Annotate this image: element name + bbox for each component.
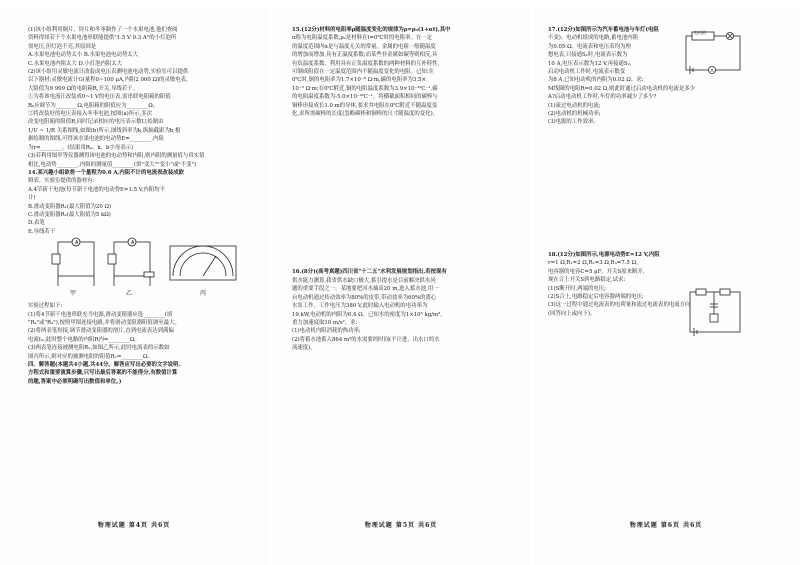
text-line: 铜棒串接成长1.0 m的导体,要求其电阻在0℃附近不随温度变 bbox=[292, 102, 438, 109]
text-line: 据绘制的图线,可得该水果电池的电动势E=________,内阻 bbox=[28, 136, 164, 143]
circuit-diagrams bbox=[48, 236, 248, 300]
exam-page-6 bbox=[534, 8, 798, 565]
text-line: (1)S断开时,两端的电压; bbox=[548, 285, 606, 292]
text-line: (2)S合上,电路稳定后电容器两端的电压; bbox=[548, 293, 644, 300]
text-line: (2)将蓄水池蓄入864 m³的水需要的时间(不计进、出水口的水 bbox=[292, 336, 440, 343]
text-line: 方程式和重要演算步骤,只写出最后答案的不能得分,有数值计算 bbox=[28, 370, 178, 377]
text-line: C.水果电池内阻太大 D.小灯泡内阻太大 bbox=[28, 60, 123, 67]
question-15-title: 15.(12分)材料的电阻率ρ随温度变化的规律为ρ=ρ₀(1+αt),其中 bbox=[292, 27, 451, 33]
question-17-title: 17.(12分)如图所示为汽车蓄电池与车灯(电阻 bbox=[548, 27, 659, 33]
text-line: 1/U ~ 1/R 关系图线,如图(b)所示,图线斜率为k,纵轴截距为b,根 bbox=[28, 127, 181, 134]
text-line: E.导线若干 bbox=[28, 228, 56, 235]
text-line: 为0.05 Ω。电流表和电压表均为理 bbox=[548, 43, 631, 50]
text-line: 水泵工作。工作电压为380 V,此时输入电动机的电功率为 bbox=[292, 303, 428, 310]
text-line: r=1 Ω,R₁=2 Ω,R₂=3 Ω,R₃=7.5 Ω, bbox=[548, 260, 638, 267]
text-line: (1)电动机内阻消耗的热功率; bbox=[292, 328, 361, 335]
text-line: 10 A,电压表示数为12 V,再接通S₂, bbox=[548, 60, 632, 67]
text-line: 为8 A,已知电动机的内阻为0.02 Ω。求: bbox=[548, 77, 644, 84]
text-line: (2)该小组用灵敏电流计改装成电压表测电池电动势,实验室可以提供 bbox=[28, 69, 189, 76]
text-line: ②将改装好的电压表接入冬枣电池,按图(a)所示,多次 bbox=[28, 111, 153, 118]
text-line: 可制成阻值在一定温度范围内不随温度变化的电阻。已知:在 bbox=[292, 69, 434, 76]
text-line: R₀应调节为________Ω,电阻箱的阻值应为________Ω。 bbox=[28, 102, 159, 109]
svg-text:A: A bbox=[75, 240, 79, 247]
text-line: 现在合上开关S到电路稳定,试求: bbox=[548, 277, 626, 284]
page-5-text bbox=[292, 26, 524, 353]
text-line: 重力加速度取10 m/s²。求: bbox=[292, 319, 358, 326]
text-line: 的增加而增加,具有正温度系数;而某些非金属如碳等则相反,具 bbox=[292, 52, 438, 59]
text-line: 图丙所示,则对应的被测电阻的阻值Rₓ=________Ω。 bbox=[28, 353, 153, 360]
text-line: 启动电动机工作时,电流表示数变 bbox=[548, 69, 626, 76]
svg-text:A: A bbox=[131, 240, 135, 247]
exam-page-5 bbox=[272, 8, 530, 565]
text-line: 0℃时,铜的电阻率为1.7×10⁻⁸ Ω·m,碳的电阻率为3.5× bbox=[292, 77, 427, 84]
page-footer: 物理试题 第6页 共6页 bbox=[629, 522, 703, 529]
page-footer: 物理试题 第4页 共6页 bbox=[97, 522, 171, 529]
answer-space bbox=[548, 127, 792, 251]
text-line: α称为电阻温度系数,ρ₀是材料在t=0℃时的电阻率。在一定 bbox=[292, 35, 433, 42]
text-line: 供水能力测算,我省供水缺口极大,蓄引提水是目前解决供水问 bbox=[292, 277, 436, 284]
text-line: 的温度范围内α是与温度无关的常量。金属的电阻一般随温度 bbox=[292, 43, 436, 50]
text-line: 大阻值为9 999 Ω的电阻箱R,开关,导线若干。 bbox=[28, 85, 138, 92]
text-line: 的电阻温度系数为-5.0×10⁻⁴℃⁻¹。将横截面积相同的碳棒与 bbox=[292, 94, 438, 101]
question-18-title: 18.(12分)如图所示,电源电动势E=12 V,内阻 bbox=[548, 251, 660, 258]
circuit-figure-area bbox=[28, 236, 262, 302]
page-4-text bbox=[28, 26, 262, 386]
text-line: M线圈的电阻R=0.02 Ω,则此时通过启动电动机的电流是多少 bbox=[548, 85, 696, 92]
motor-label: 电动机 bbox=[694, 30, 706, 35]
answer-space bbox=[292, 118, 524, 268]
text-line: 姆表。实验室提供的器材有: bbox=[28, 178, 95, 185]
question-16-title: 16.(8分)(高考真题)四川省"十二五"水利发展规划指出,若按现有 bbox=[292, 269, 447, 276]
text-line: 电流Iₘ,此时整个电路的内阻R内=________Ω。 bbox=[28, 336, 140, 343]
text-line: D.表笔 bbox=[28, 220, 45, 227]
figure-label-bing: 丙 bbox=[200, 290, 207, 298]
figure-label-jia: 甲 bbox=[70, 290, 77, 298]
text-line: 计) bbox=[28, 195, 36, 202]
text-line: 的题,答案中必须明确写出数值和单位。) bbox=[28, 378, 122, 385]
text-line: (3)两表笔连接被测电阻Rₓ,如图乙所示,此时电流表的示数如 bbox=[28, 345, 170, 352]
section-title: 四、解答题(本题共4小题,共44分。解答应写出必要的文字说明、 bbox=[28, 362, 184, 368]
exam-page-4 bbox=[0, 8, 268, 565]
motor-circuit-figure bbox=[682, 30, 746, 78]
text-line: (3)若利用图甲等仪器测得该电池的电动势和内阻,则内阻的测量值与真实值 bbox=[28, 153, 205, 160]
text-line: (1)该小组利用铜片、锌片和冬枣制作了一个水果电池,他们查阅 bbox=[28, 27, 178, 33]
text-line: C.滑动变阻器R₂(最大阻值为5 kΩ) bbox=[28, 211, 111, 218]
text-line: 题的重要手段之一。某地要把河水抽高20 m,进入蓄水池,用一 bbox=[292, 286, 439, 293]
text-line: 为r=________。(结果用R₀、k、b字母表示) bbox=[28, 144, 134, 151]
text-line: 有负温度系数。利用具有正负温度系数的两种材料的互补特性, bbox=[292, 60, 440, 67]
motor-circuit-diagram bbox=[682, 30, 746, 78]
text-line: 改变电阻箱的阻值R,同时记录相应的电压表示数U,绘制由 bbox=[28, 119, 164, 126]
figure-label-yi: 乙 bbox=[126, 290, 133, 298]
text-line: 不变)、电动机组成的电路,蓄电池内阻 bbox=[548, 35, 639, 42]
page-6-text bbox=[548, 26, 792, 318]
text-line: 流速度)。 bbox=[292, 345, 316, 352]
text-line: 需电压,但灯泡不亮,其原因是 bbox=[28, 43, 97, 50]
text-line: 资料得知若干个水果电池串联能提供"1.5 V 0.3 A"的小灯泡所 bbox=[28, 35, 177, 42]
question-14-title: 14.某兴趣小组欲将一个量程为0.6 A,内阻不计的电流表改装成欧 bbox=[28, 169, 185, 176]
text-line: 台电动机通过传动效率为80%的皮带,带动效率为60%的离心 bbox=[292, 294, 437, 301]
page-footer: 物理试题 第5页 共6页 bbox=[364, 522, 438, 529]
text-line: (2)将两表笔短接,调节滑动变阻器的滑片,直到电流表达到满偏 bbox=[28, 328, 174, 335]
text-line: B.滑动变阻器R₁(最大阻值为20 Ω) bbox=[28, 203, 112, 210]
text-line: 实验过程如下: bbox=[28, 303, 63, 310]
text-line: (1)流过电动机的电流; bbox=[548, 102, 601, 109]
text-line: (回答向上或向下)。 bbox=[548, 310, 596, 317]
text-line: 10⁻⁵ Ω·m;在0℃附近,铜的电阻温度系数为3.9×10⁻³℃⁻¹,碳 bbox=[292, 85, 438, 92]
text-line: (2)电动机的机械功率; bbox=[548, 111, 601, 118]
text-line: (3)电源的工作效率。 bbox=[548, 119, 599, 126]
text-line: 相比,电动势________,内阻的测量值________(填"变大""变小"或"不变") bbox=[28, 161, 197, 168]
text-line: A.4节新干电池(每节新干电池的电动势E=1.5 V,内阻均不 bbox=[28, 186, 165, 193]
capacitor-circuit-figure bbox=[686, 288, 746, 338]
text-line: (1)将4节新干电池串联充当电源,滑动变阻器应选________(填 bbox=[28, 311, 173, 318]
capacitor-circuit-diagram bbox=[686, 288, 746, 338]
text-line: "R₁"或"R₂"),按照甲图连接电路,并将滑动变阻器阻值调至最大。 bbox=[28, 319, 180, 326]
text-line: 化,求所需碳棒的长度(忽略碳棒和铜棒的尺寸随温度的变化)。 bbox=[292, 111, 439, 118]
text-line: 以下器材:灵敏电流计G(量程0~100 μA,内阻2 000 Ω)的灵敏电表, bbox=[28, 77, 188, 84]
text-line: A.水果电池电动势太小 B.水果电池电动势太大 bbox=[28, 52, 139, 59]
text-line: ①为将该电流计改装成0~1 V的电压表,需串联电阻箱的阻值 bbox=[28, 94, 171, 101]
text-line: 电容器的电容C=5 μF。开关S原来断开, bbox=[548, 268, 645, 275]
svg-text:A: A bbox=[710, 69, 714, 74]
text-line: A?启动电动机工作时,车灯的功率减少了多少? bbox=[548, 94, 657, 101]
text-line: (3)这一过程中通过电流表的电荷量和流过电流表的电流方向 bbox=[548, 302, 691, 309]
text-line: 19 kW,电动机的内阻为0.4 Ω。已知水的密度为1×10³ kg/m³, bbox=[292, 311, 442, 318]
text-line: 想电表,只接通S₁时,电流表示数为 bbox=[548, 52, 628, 59]
